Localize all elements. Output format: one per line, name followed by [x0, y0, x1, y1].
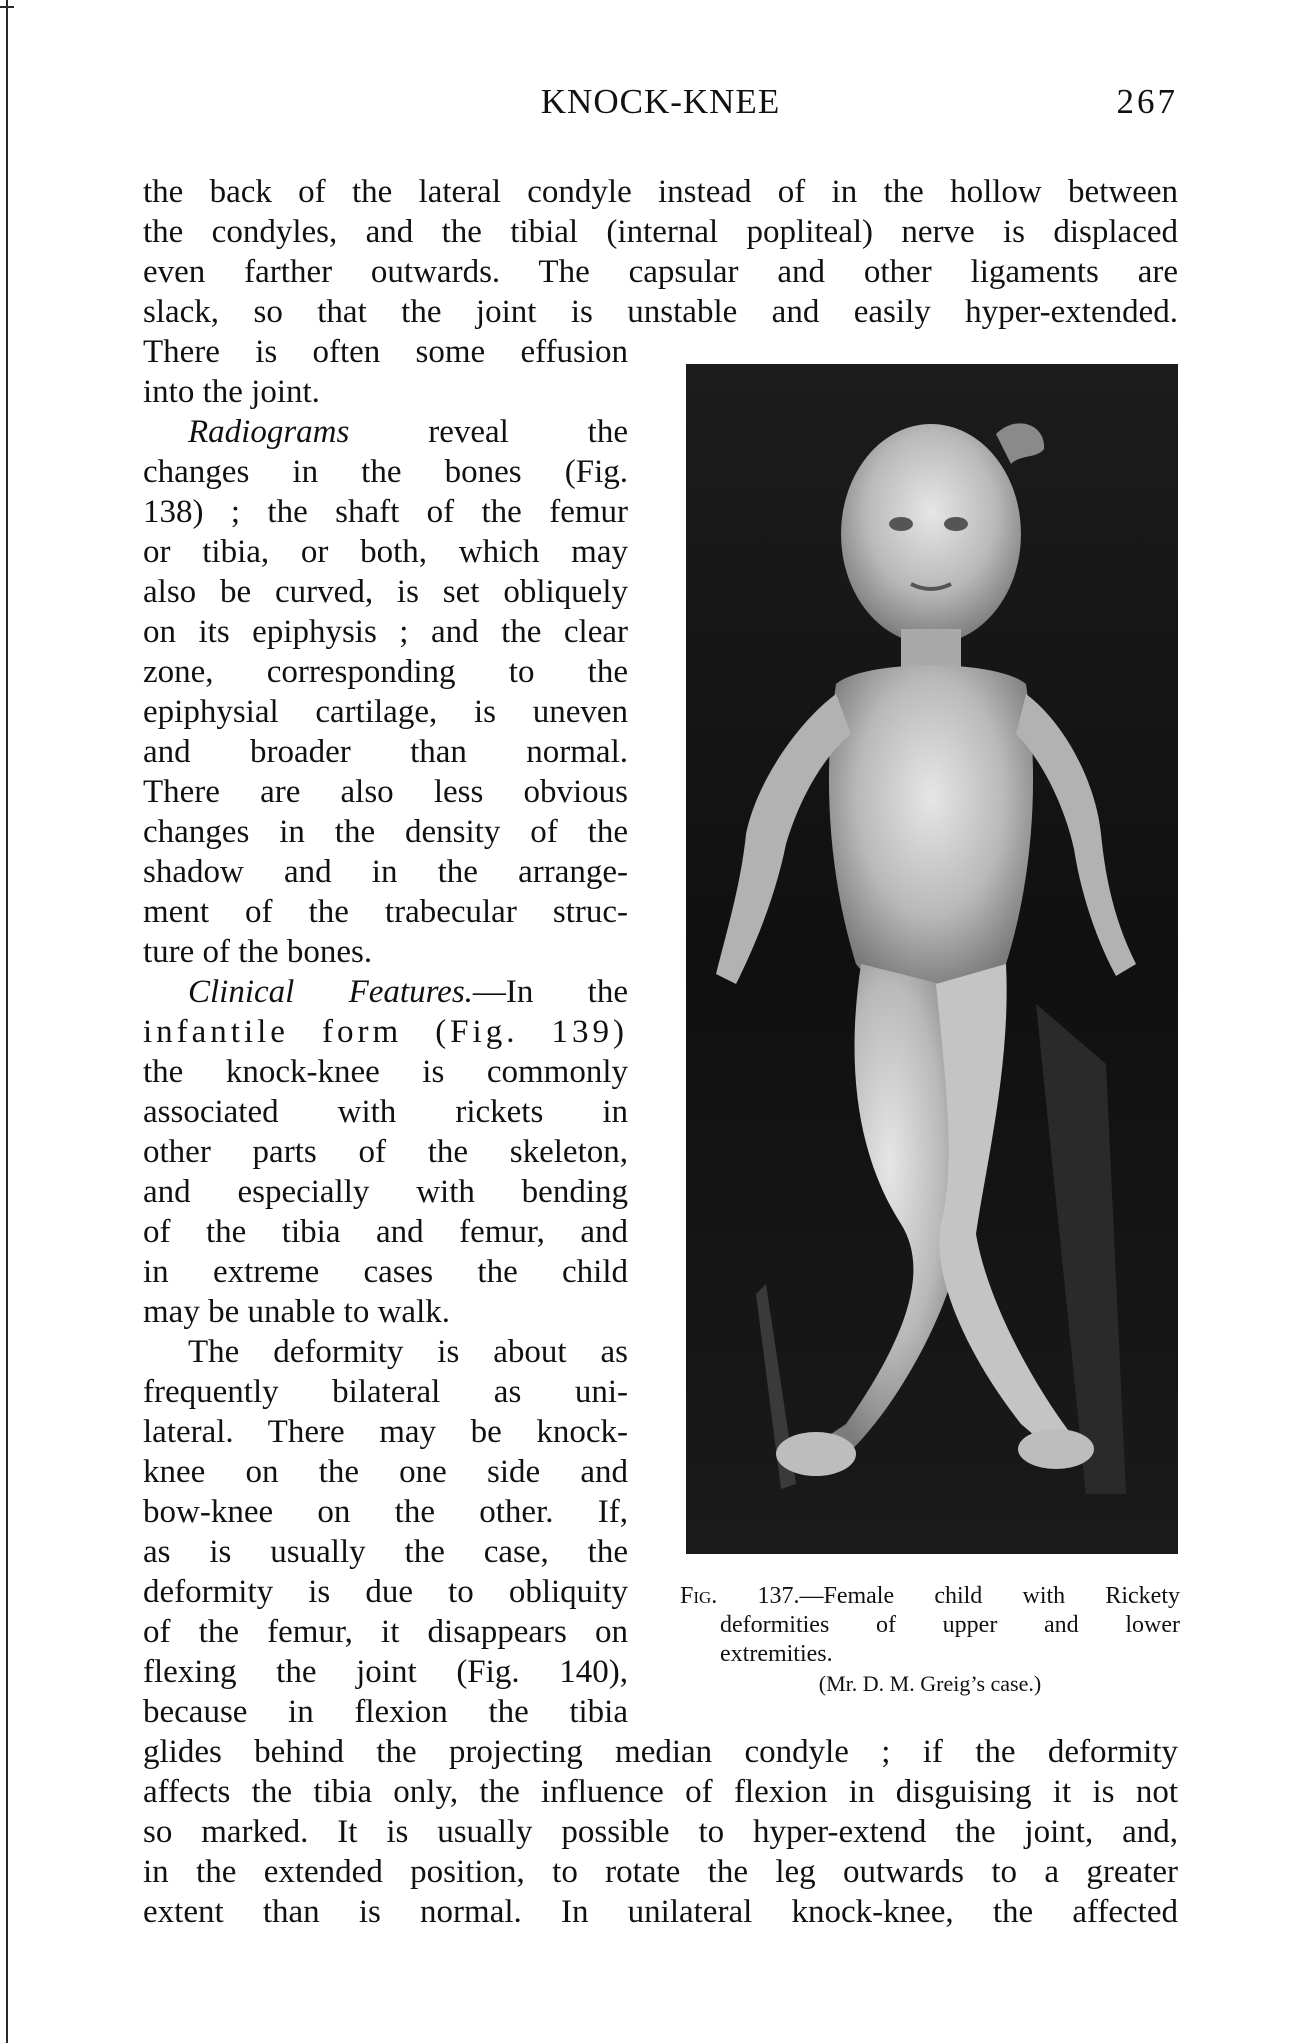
- text-line: extent than is normal. In unilateral knock-knee, the affected: [143, 1894, 1178, 1930]
- figure-caption: [680, 1582, 1180, 1698]
- left-foot: [776, 1432, 856, 1476]
- radiograms-first-line: [143, 412, 628, 452]
- child-torso: [829, 665, 1033, 994]
- text-line: lateral. There may be knock-: [143, 1414, 628, 1450]
- radiograms-heading: Radiograms: [188, 414, 350, 450]
- text-line: bow-knee on the other. If,: [143, 1494, 628, 1530]
- text-line: epiphysial cartilage, is uneven: [143, 694, 628, 730]
- text-line: 138) ; the shaft of the femur: [143, 494, 628, 530]
- text-line: may be unable to walk.: [143, 1294, 450, 1330]
- page-number: 267: [1116, 82, 1178, 121]
- eye-right: [944, 517, 968, 531]
- text-line: or tibia, or both, which may: [143, 534, 628, 570]
- text-line: so marked. It is usually possible to hyper-extend the joint, and,: [143, 1814, 1178, 1850]
- text-line: changes in the density of the: [143, 814, 628, 850]
- text-line: There is often some effusion: [143, 334, 628, 370]
- text-line: the back of the lateral condyle instead of in the hollow between: [143, 174, 1178, 210]
- running-header: [143, 82, 1178, 132]
- figure-label: Fig. 137.: [680, 1583, 800, 1609]
- text-line: as is usually the case, the: [143, 1534, 628, 1570]
- text-line: There are also less obvious: [143, 774, 628, 810]
- text-line: ment of the trabecular struc-: [143, 894, 628, 930]
- text-line: infantile form (Fig. 139): [143, 1014, 628, 1050]
- text-line: into the joint.: [143, 374, 320, 410]
- text-line: slack, so that the joint is unstable and easily hyper-extended.: [143, 294, 1178, 330]
- text-line: changes in the bones (Fig.: [143, 454, 628, 490]
- caption-line: deformities of upper and lower: [720, 1612, 1180, 1638]
- text-run: —In the: [472, 974, 628, 1010]
- right-foot: [1018, 1429, 1094, 1469]
- clinical-heading: Clinical Features.: [188, 974, 473, 1010]
- text-line: the knock-knee is commonly: [143, 1054, 628, 1090]
- caption-line: [680, 1582, 1180, 1611]
- text-line: shadow and in the arrange-: [143, 854, 628, 890]
- text-line: the condyles, and the tibial (internal popliteal) nerve is displaced: [143, 214, 1178, 250]
- clinical-first-line: [143, 972, 628, 1012]
- text-line: zone, corresponding to the: [143, 654, 628, 690]
- text-line: of the tibia and femur, and: [143, 1214, 628, 1250]
- text-line: other parts of the skeleton,: [143, 1134, 628, 1170]
- photo-illustration: [686, 364, 1178, 1554]
- text-line: also be curved, is set obliquely: [143, 574, 628, 610]
- text-line: flexing the joint (Fig. 140),: [143, 1654, 628, 1690]
- scan-edge-line: [6, 0, 8, 2043]
- text-line: associated with rickets in: [143, 1094, 628, 1130]
- child-head: [841, 424, 1021, 644]
- text-line: deformity is due to obliquity: [143, 1574, 628, 1610]
- text-line: on its epiphysis ; and the clear: [143, 614, 628, 650]
- text-line: frequently bilateral as uni-: [143, 1374, 628, 1410]
- caption-text: —Female child with Rickety: [799, 1583, 1180, 1609]
- caption-credit: (Mr. D. M. Greig’s case.): [818, 1671, 1042, 1696]
- scan-edge-tick: [0, 6, 14, 8]
- text-line: and especially with bending: [143, 1174, 628, 1210]
- text-line: and broader than normal.: [143, 734, 628, 770]
- text-line: affects the tibia only, the influence of flexion in disguising it is not: [143, 1774, 1178, 1810]
- eye-left: [889, 517, 913, 531]
- caption-line: extremities.: [720, 1641, 833, 1667]
- running-title: KNOCK-KNEE: [540, 82, 781, 121]
- text-line: The deformity is about as: [188, 1334, 628, 1370]
- neck: [901, 629, 961, 669]
- text-line: because in flexion the tibia: [143, 1694, 628, 1730]
- text-line: glides behind the projecting median condyle ; if the deformity: [143, 1734, 1178, 1770]
- text-line: of the femur, it disappears on: [143, 1614, 628, 1650]
- text-line: even farther outwards. The capsular and other ligaments are: [143, 254, 1178, 290]
- text-line: ture of the bones.: [143, 934, 373, 970]
- figure-137-photo: [686, 364, 1178, 1554]
- text-line: in the extended position, to rotate the leg outwards to a greater: [143, 1854, 1178, 1890]
- text-line: knee on the one side and: [143, 1454, 628, 1490]
- text-line: in extreme cases the child: [143, 1254, 628, 1290]
- text-run: reveal the: [428, 414, 628, 450]
